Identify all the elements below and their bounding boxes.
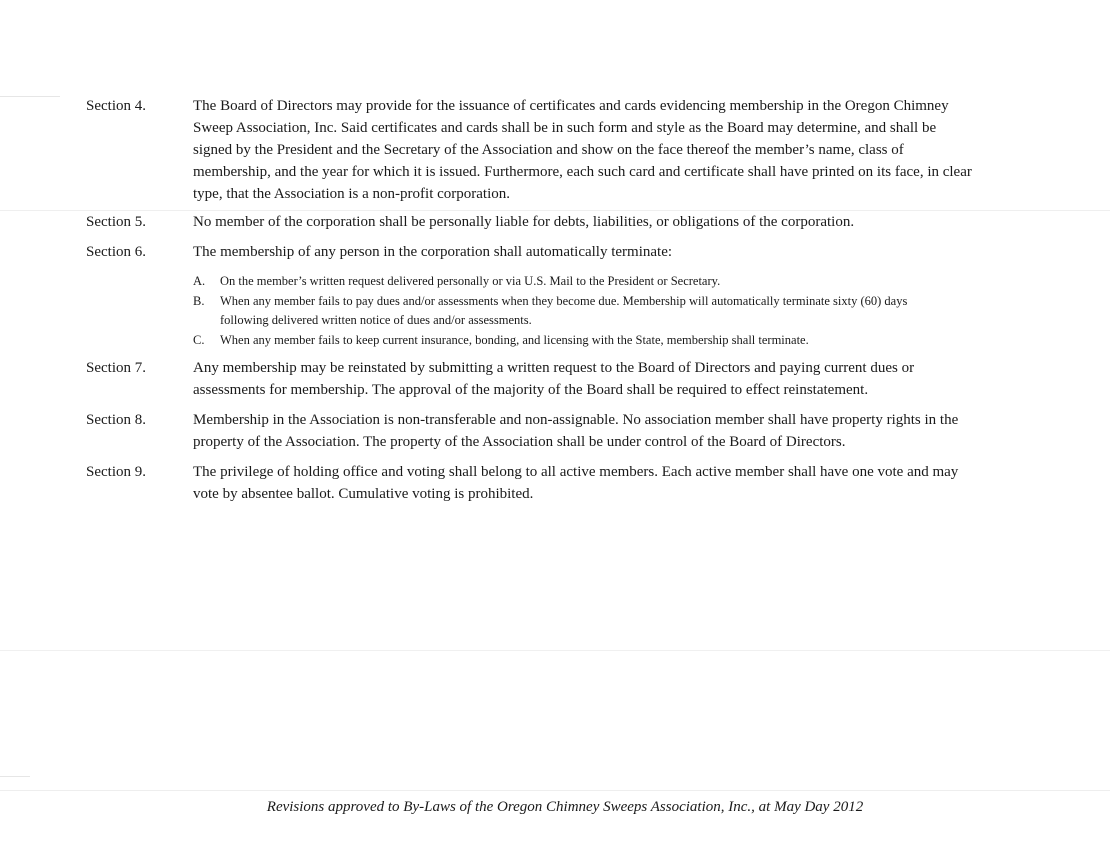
termination-list — [193, 272, 1053, 350]
list-item — [193, 331, 1053, 351]
section-label: Section 9. — [86, 464, 146, 480]
list-item-letter: B. — [193, 293, 205, 308]
text-line: property of the Association. The property of the Association shall be under control of the Board of Directors. — [193, 434, 846, 450]
text-line: Sweep Association, Inc. Said certificates and cards shall be in such form and style as the Board may determine, and shall be — [193, 120, 937, 136]
section-text — [193, 95, 1043, 205]
section-label: Section 5. — [86, 214, 146, 230]
text-line: vote by absentee ballot. Cumulative voting is prohibited. — [193, 486, 534, 502]
section-text — [193, 357, 1043, 401]
text-line: No member of the corporation shall be personally liable for debts, liabilities, or obligations of the corporation. — [193, 214, 855, 230]
section-text — [193, 211, 1043, 233]
list-item-text: When any member fails to keep current insurance, bonding, and licensing with the State, membership shall terminate. — [220, 332, 809, 347]
list-item — [193, 272, 1053, 292]
list-item-text: On the member’s written request delivered personally or via U.S. Mail to the President or Secretary. — [220, 274, 721, 288]
text-line: signed by the President and the Secretary of the Association and show on the face thereof the member’s name, class of — [193, 142, 904, 158]
scan-artifact-line — [0, 790, 1110, 791]
section-text — [193, 409, 1043, 453]
text-line: The privilege of holding office and voting shall belong to all active members. Each active member shall have one vote and may — [193, 464, 959, 480]
list-item-letter: C. — [193, 332, 205, 347]
section-label: Section 4. — [86, 98, 146, 114]
text-line: Any membership may be reinstated by submitting a written request to the Board of Directors and paying current dues or — [193, 360, 915, 376]
list-item-text: When any member fails to pay dues and/or assessments when they become due. Membership will automatically terminate sixty (60) days — [220, 293, 908, 308]
revision-footer: Revisions approved to By-Laws of the Oregon Chimney Sweeps Association, Inc., at May Day 2012 — [266, 799, 864, 815]
section-label: Section 7. — [86, 360, 146, 376]
scan-artifact-line — [0, 776, 30, 777]
text-line: The Board of Directors may provide for the issuance of certificates and cards evidencing membership in the Oregon Chimney — [193, 98, 949, 114]
text-line: The membership of any person in the corporation shall automatically terminate: — [193, 244, 673, 260]
section-text — [193, 241, 1043, 263]
text-line: assessments for membership. The approval of the majority of the Board shall be required to effect reinstatement. — [193, 382, 869, 398]
list-item — [193, 292, 1053, 331]
scan-artifact-line — [0, 650, 1110, 651]
section-text — [193, 461, 1043, 505]
section-label: Section 6. — [86, 244, 146, 260]
scan-artifact-line — [0, 96, 60, 97]
text-line: type, that the Association is a non-profit corporation. — [193, 186, 511, 202]
text-line: membership, and the year for which it is issued. Furthermore, each such card and certificate shall have printed on its face, in clear — [193, 164, 972, 180]
list-item-letter: A. — [193, 274, 206, 288]
section-label: Section 8. — [86, 412, 146, 428]
list-item-text: following delivered written notice of dues and/or assessments. — [220, 313, 532, 327]
text-line: Membership in the Association is non-transferable and non-assignable. No association member shall have property rights in the — [193, 412, 959, 428]
